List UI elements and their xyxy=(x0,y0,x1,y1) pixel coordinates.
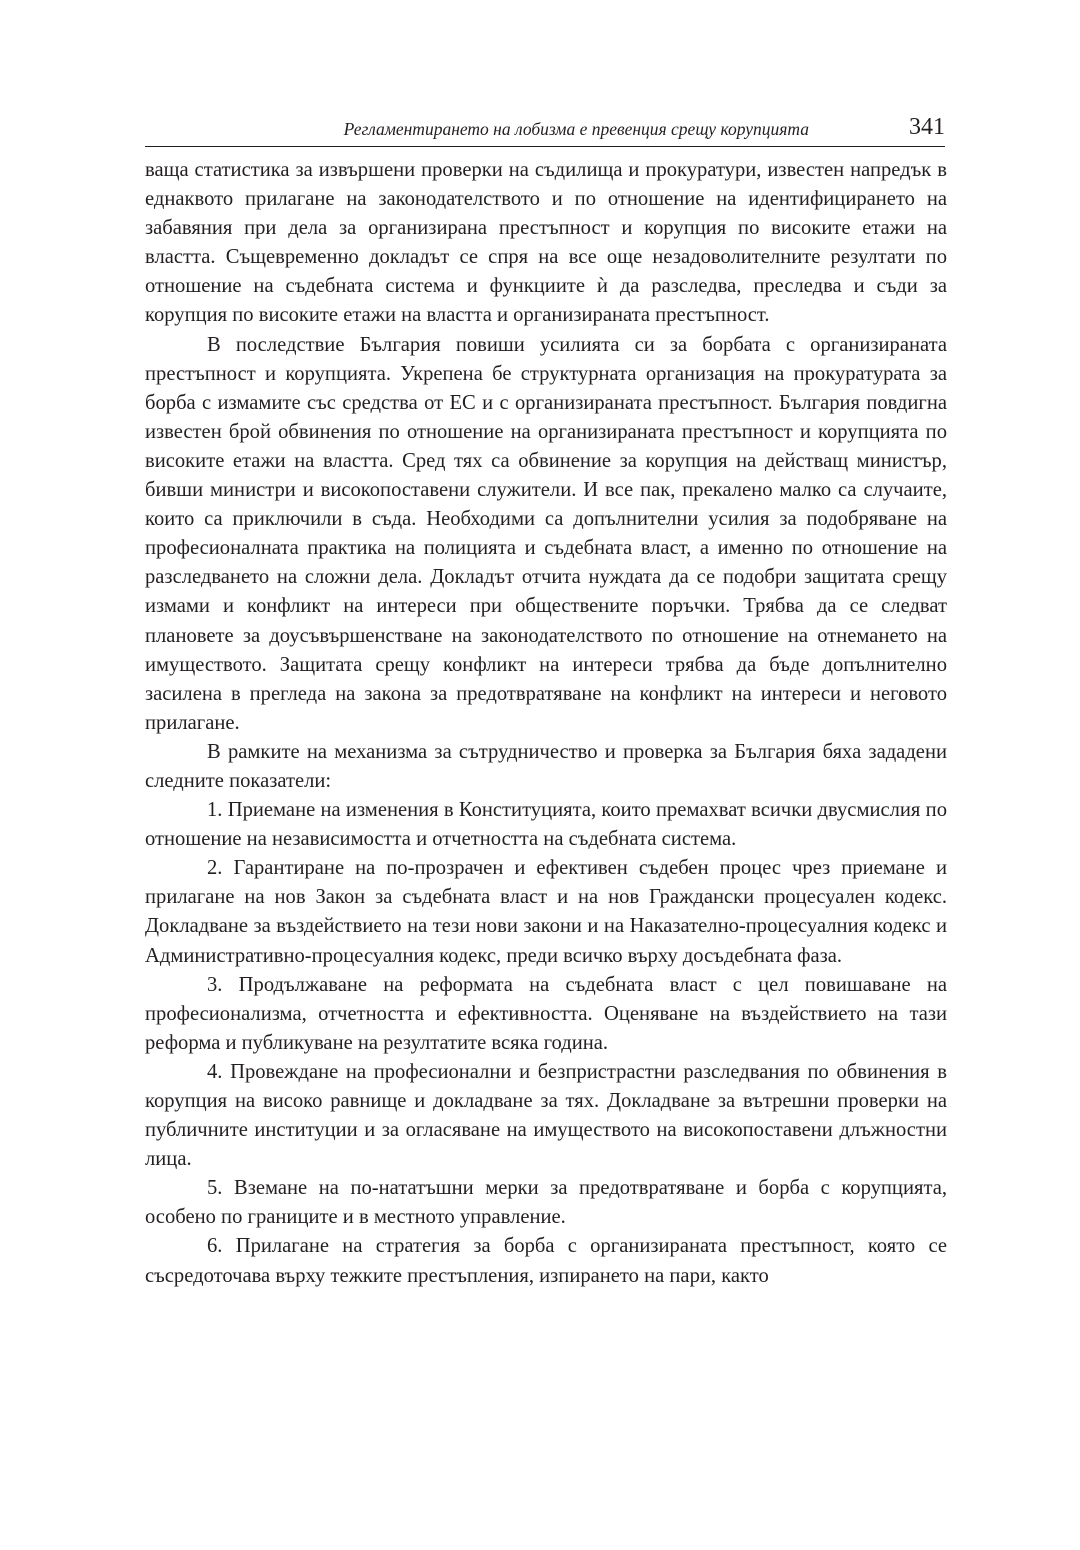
list-item-paragraph: 5. Вземане на по-нататъшни мерки за предотвратяване и борба с корупцията, особено по границите и в местното управление. xyxy=(145,1177,947,1229)
page-number: 341 xyxy=(909,114,945,140)
running-title: Регламентирането на лобизма е превенция срещу корупцията xyxy=(343,119,809,139)
list-item-paragraph: 3. Продължаване на реформата на съдебната власт с цел повишаване на професионализма, отчетността и ефективността. Оценяване на въздействието на тази реформа и публикуване на резултатите всяка година. xyxy=(145,973,947,1054)
list-item-paragraph: 2. Гарантиране на по-прозрачен и ефективен съдебен процес чрез приемане и прилагане на нов Закон за съдебната власт и на нов Граждански процесуален кодекс. Докладване за въздействието на тези нови закони и на Наказателно-процесуалния кодекс и Административно-процесуалния кодекс, преди всичко върху досъдебната фаза. xyxy=(145,857,947,967)
list-item-paragraph: 1. Приемане на изменения в Конституцията, които премахват всички двусмислия по отношение на независимостта и отчетността на съдебната система. xyxy=(145,799,947,851)
body-text xyxy=(145,156,947,1291)
paragraph-continued: ваща статистика за извършени проверки на съдилища и прокуратури, известен напредък в еднаквото прилагане на законодателството и по отношение на идентифицирането на забавяния при дела за организирана престъпност и корупция по високите етажи на властта. Същевременно докладът се спря на все още незадоволителните резултати по отношение на съдебната система и функциите ѝ да разследва, преследва и съди за корупция по високите етажи на властта и организираната престъпност. xyxy=(145,159,947,327)
list-item-paragraph: 4. Провеждане на професионални и безпристрастни разследвания по обвинения в корупция на високо равнище и докладване за тях. Докладване за вътрешни проверки на публичните институции и за огласяване на имуществото на високопоставени длъжностни лица. xyxy=(145,1060,947,1171)
paragraph: В рамките на механизма за сътрудничество и проверка за България бяха зададени следните показатели: xyxy=(145,740,947,792)
paragraph: В последствие България повиши усилията си за борбата с организираната престъпност и корупцията. Укрепена бе структурната организация на прокуратурата за борба с измамите със средства от ЕС и с организираната престъпност. България повдигна известен брой обвинения по отношение на организираната престъпност и корупцията по високите етажи на властта. Сред тях са обвинение за корупция на действащ министър, бивши министри и високопоставени служители. И все пак, прекалено малко са случаите, които са приключили в съда. Необходими са допълнителни усилия за подобряване на професионалната практика на полицията и съдебната власт, а именно по отношение на разследването на сложни дела. Докладът отчита нуждата да се подобри защитата срещу измами и конфликт на интереси при обществените поръчки. Трябва да се следват плановете за доусъвършенстване на законодателството по отношение на отнемането на имуществото. Защитата срещу конфликт на интереси трябва да бъде допълнително засилена в прегледа на закона за предотвратяване на конфликт на интереси и неговото прилагане. xyxy=(145,333,947,734)
page-header xyxy=(145,116,945,147)
list-item-paragraph: 6. Прилагане на стратегия за борба с организираната престъпност, която се съсредоточава върху тежките престъпления, изпирането на пари, както xyxy=(145,1235,947,1287)
